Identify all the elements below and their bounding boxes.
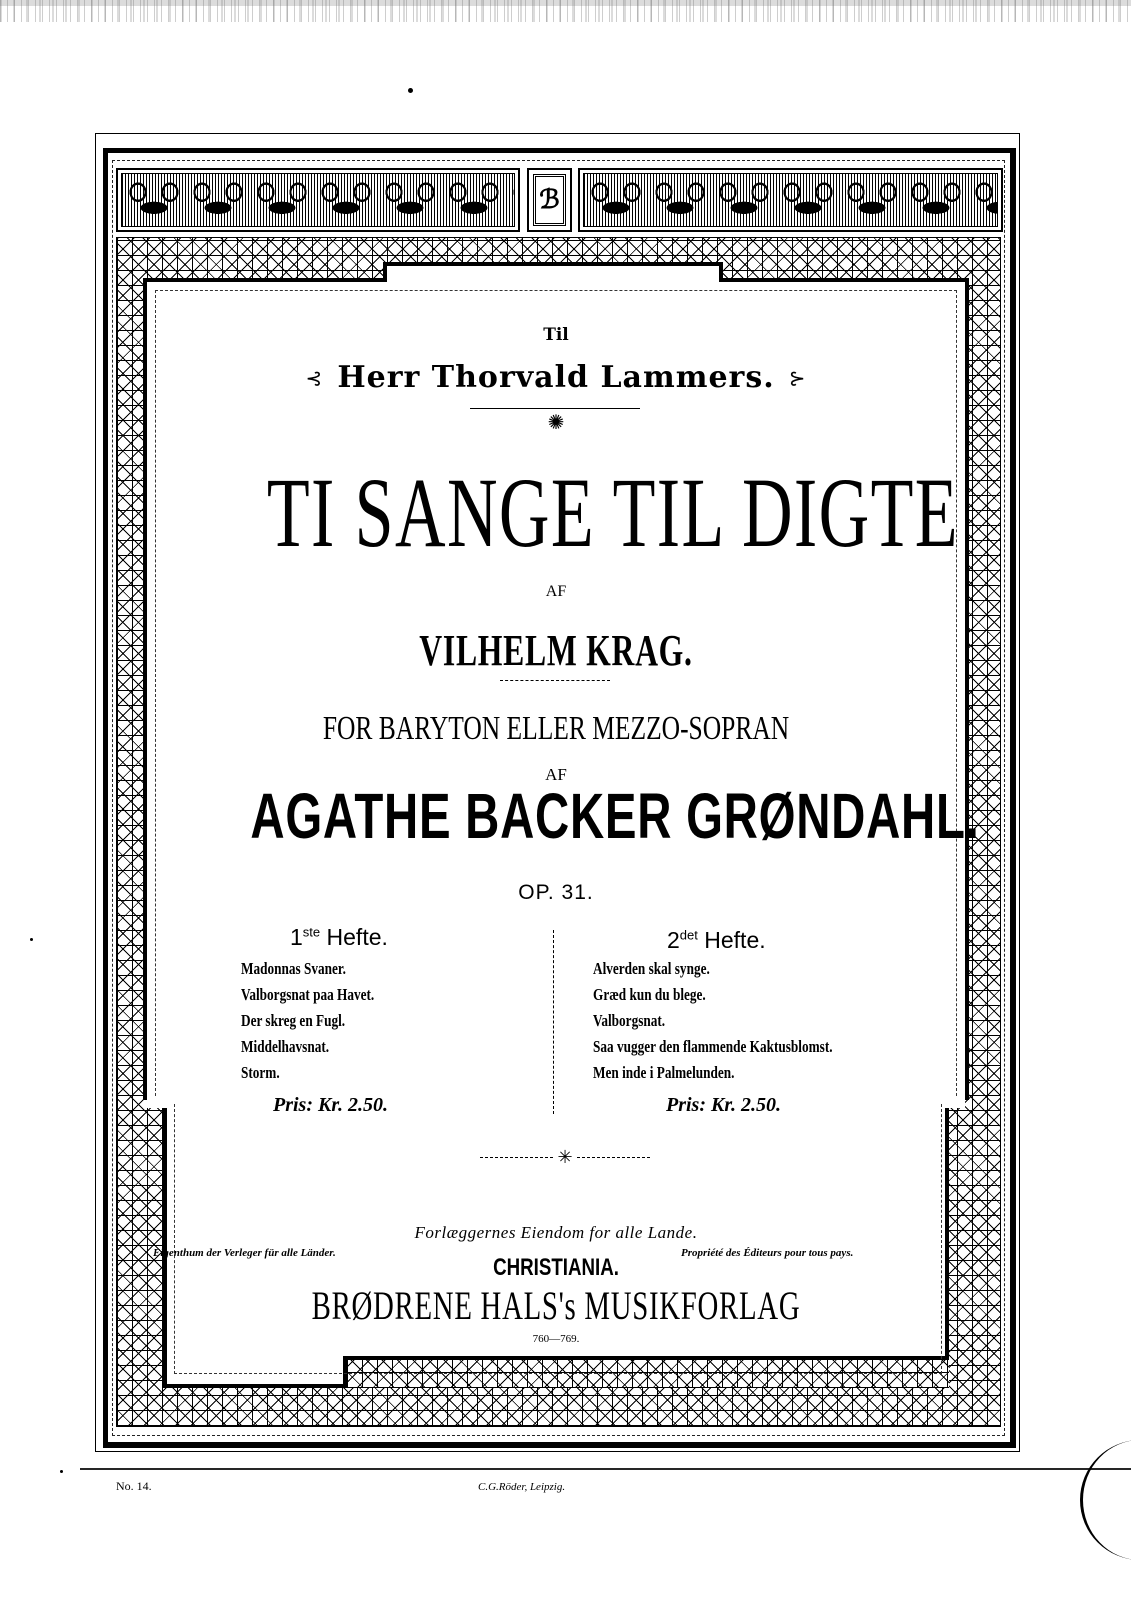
rights-notice-french: Propriété des Éditeurs pour tous pays. [681,1247,854,1259]
separator-line [480,1157,553,1158]
list-item: Valborgsnat. [593,1011,666,1030]
volume-price: Pris: Kr. 2.50. [666,1094,782,1116]
rights-notice-german: Eigenthum der Verleger für alle Länder. [153,1247,336,1259]
list-item: Storm. [241,1063,280,1082]
volume-ordinal: ste [302,924,321,940]
scroll-ornament-left-icon: ⊰ [305,365,324,390]
list-item: Madonnas Svaner. [241,959,346,978]
by-label: AF [545,765,567,784]
list-item: Alverden skal synge. [593,959,710,978]
list-item: Valborgsnat paa Havet. [241,985,375,1004]
page-curl-artifact [1080,1440,1131,1560]
leaf-frieze-left [116,168,520,232]
series-number: No. 14. [116,1479,152,1493]
volume-ordinal: det [679,927,698,943]
plate-number: 760—769. [532,1333,580,1345]
volume-heading [667,927,766,954]
song-list [241,956,412,1086]
list-item: Saa vugger den flammende Kaktusblomst. [593,1037,833,1056]
composer-name: AGATHE BACKER GRØNDAHL. [250,780,980,852]
column-divider [553,930,554,1114]
list-item: Men inde i Palmelunden. [593,1063,735,1082]
scroll-ornament-right-icon: ⊱ [788,365,807,390]
separator-line [577,1157,650,1158]
lyricist-rule [500,680,610,682]
lyricist-name: VILHELM KRAG. [419,626,693,675]
scan-edge-noise [0,0,1131,22]
volume-price: Pris: Kr. 2.50. [273,1094,389,1116]
asterisk-ornament-icon: ✳ [557,1147,573,1167]
list-item: Middelhavsnat. [241,1037,330,1056]
page-bottom-rule [80,1468,1131,1470]
volume-number: 1 [290,924,303,950]
page-title: TI SANGE TIL DIGTE [266,457,959,568]
rights-notice: Forlæggernes Eiendom for alle Lande. [414,1223,698,1242]
by-label: AF [545,583,567,600]
content-panel-fill [387,266,719,286]
opus-number: OP. 31. [518,881,594,904]
publisher-name: BRØDRENE HALS's MUSIKFORLAG [311,1283,801,1328]
dedicatee-name: Herr Thorvald Lammers. [337,360,775,395]
publisher-city: CHRISTIANIA. [493,1254,619,1281]
dedication-prefix: Til [543,325,569,345]
separator [480,1147,650,1168]
monogram-tile [527,168,572,232]
dedication-rule [470,408,640,409]
leaf-frieze-right [578,168,1003,232]
scan-speck [30,938,33,941]
volume-label: Hefte. [326,924,388,950]
list-item: Græd kun du blege. [593,985,706,1004]
volume-heading [290,924,388,951]
scan-speck [60,1470,63,1473]
monogram-icon: ℬ [533,174,566,226]
song-list [593,956,900,1086]
scan-speck [408,88,413,93]
volume-label: Hefte. [704,927,766,953]
dedication [143,360,969,395]
sunburst-ornament-icon: ✺ [547,412,565,434]
printer-credit: C.G.Röder, Leipzig. [478,1481,566,1493]
voicing: FOR BARYTON ELLER MEZZO-SOPRAN [322,710,790,747]
list-item: Der skreg en Fugl. [241,1011,346,1030]
volume-number: 2 [667,927,680,953]
